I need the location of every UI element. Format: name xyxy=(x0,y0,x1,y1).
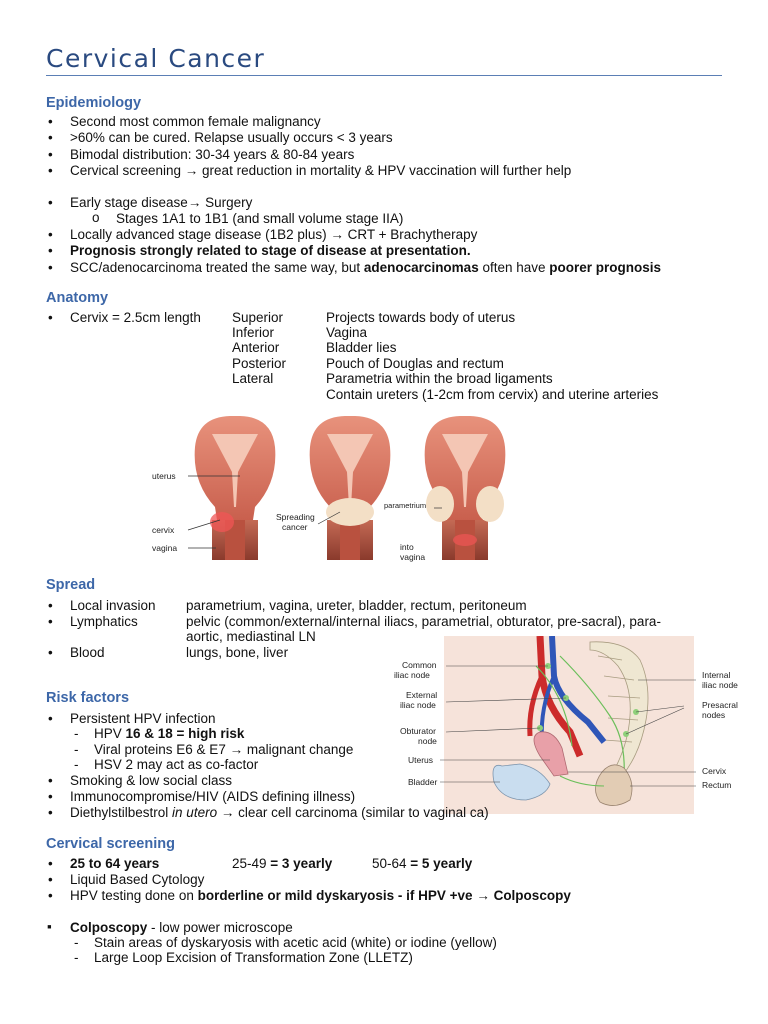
page-title: Cervical Cancer xyxy=(46,44,266,73)
bullet: • xyxy=(48,310,53,325)
text-bold: 16 & 18 = high risk xyxy=(125,726,245,741)
spread-desc: pelvic (common/external/internal iliacs, parametrial, obturator, pre-sacral), para- xyxy=(186,614,661,629)
list-subitem: Stages 1A1 to 1B1 (and small volume stage IIA) xyxy=(116,211,404,226)
label-vagina: vagina xyxy=(152,543,178,553)
epidemiology-heading: Epidemiology xyxy=(46,95,142,111)
text: HPV testing done on xyxy=(70,888,198,903)
list-item xyxy=(70,805,489,821)
anatomy-desc: Projects towards body of uterus xyxy=(326,310,516,325)
list-item: Persistent HPV infection xyxy=(70,711,216,726)
bullet: • xyxy=(48,773,53,788)
bullet: • xyxy=(48,856,53,871)
text: - low power microscope xyxy=(147,920,293,935)
text: often have xyxy=(478,260,550,275)
label-obturator-node: node xyxy=(418,736,437,746)
label-rectum: Rectum xyxy=(702,780,732,790)
list-item: Prognosis strongly related to stage of disease at presentation. xyxy=(70,243,471,258)
list-item xyxy=(70,888,571,904)
text: 25-49 xyxy=(232,856,271,871)
list-item: Second most common female malignancy xyxy=(70,114,321,129)
list-item: Smoking & low social class xyxy=(70,773,233,788)
anatomy-desc: Contain ureters (1-2cm from cervix) and uterine arteries xyxy=(326,387,659,402)
dash: - xyxy=(74,726,79,741)
list-item: >60% can be cured. Relapse usually occurs < 3 years xyxy=(70,130,393,145)
label-cervix: Cervix xyxy=(702,766,727,776)
title-divider xyxy=(46,75,722,76)
bullet: • xyxy=(48,227,53,242)
risk-factors-heading: Risk factors xyxy=(46,690,130,706)
text-bold: Colposcopy xyxy=(70,920,148,935)
spread-desc: aortic, mediastinal LN xyxy=(186,629,316,644)
anatomy-term: Lateral xyxy=(232,371,274,386)
text: Diethylstilbestrol xyxy=(70,805,173,820)
list-subitem: HSV 2 may act as co-factor xyxy=(94,757,259,772)
text-bold: = 5 yearly xyxy=(410,856,473,871)
dash: - xyxy=(74,742,79,757)
anatomy-lead: Cervix = 2.5cm length xyxy=(70,310,201,325)
dash: - xyxy=(74,757,79,772)
spread-desc: lungs, bone, liver xyxy=(186,645,289,660)
anatomy-desc: Pouch of Douglas and rectum xyxy=(326,356,504,371)
label-into: into xyxy=(400,542,414,552)
list-subitem xyxy=(94,726,244,742)
label-common-iliac: Common xyxy=(402,660,437,670)
bullet: • xyxy=(48,260,53,275)
uterus-stage-3 xyxy=(425,416,506,560)
square-bullet: ▪ xyxy=(47,919,52,934)
list-item xyxy=(70,260,661,276)
text-bold: = 3 yearly xyxy=(270,856,333,871)
anatomy-term: Posterior xyxy=(232,356,287,371)
bullet: • xyxy=(48,789,53,804)
label-internal-iliac: Internal xyxy=(702,670,731,680)
anatomy-term: Anterior xyxy=(232,340,280,355)
label-parametrium: parametrium xyxy=(384,501,427,510)
list-item: Liquid Based Cytology xyxy=(70,872,205,887)
spread-term: Local invasion xyxy=(70,598,156,613)
label-cervix: cervix xyxy=(152,525,175,535)
spread-term: Blood xyxy=(70,645,105,660)
label-presacral: Presacral xyxy=(702,700,738,710)
list-item: Cervical screening → great reduction in mortality & HPV vaccination will further help xyxy=(70,163,572,178)
list-subitem: Large Loop Excision of Transformation Zone (LLETZ) xyxy=(94,950,413,965)
list-subitem: Stain areas of dyskaryosis with acetic acid (white) or iodine (yellow) xyxy=(94,935,497,950)
anatomy-desc: Vagina xyxy=(326,325,368,340)
label-presacral-nodes: nodes xyxy=(702,710,726,720)
bullet: • xyxy=(48,147,53,162)
bullet: • xyxy=(48,888,53,903)
label-into-vagina: vagina xyxy=(400,552,426,562)
label-external-iliac-node: iliac node xyxy=(400,700,436,710)
uterus-stage-1 xyxy=(195,416,276,560)
bullet: • xyxy=(48,711,53,726)
bullet: • xyxy=(48,872,53,887)
text: → clear cell carcinoma (similar to vaginal ca) xyxy=(217,805,489,820)
label-obturator: Obturator xyxy=(400,726,436,736)
text-bold: adenocarcinomas xyxy=(363,260,479,275)
anatomy-heading: Anatomy xyxy=(46,290,109,306)
bullet: • xyxy=(48,598,53,613)
screening-interval-1 xyxy=(232,856,332,872)
bullet: • xyxy=(48,114,53,129)
label-common-iliac-node: iliac node xyxy=(394,670,430,680)
spread-heading: Spread xyxy=(46,577,96,593)
pelvic-lymph-node-diagram xyxy=(390,636,750,816)
bullet: • xyxy=(48,805,53,820)
text-bold: borderline or mild dyskaryosis - if HPV +ve → Colposcopy xyxy=(197,888,571,903)
label-uterus: Uterus xyxy=(408,755,434,765)
bullet: • xyxy=(48,614,53,629)
label-uterus: uterus xyxy=(152,471,176,481)
label-bladder: Bladder xyxy=(408,777,438,787)
label-cancer: cancer xyxy=(282,522,308,532)
list-item: Early stage disease→ Surgery xyxy=(70,195,253,210)
spread-desc: parametrium, vagina, ureter, bladder, rectum, peritoneum xyxy=(186,598,527,613)
dash: - xyxy=(74,935,79,950)
anatomy-term: Inferior xyxy=(232,325,275,340)
text: SCC/adenocarcinoma treated the same way, but xyxy=(70,260,364,275)
dash: - xyxy=(74,950,79,965)
text-bold: poorer prognosis xyxy=(549,260,662,275)
label-internal-iliac-node: iliac node xyxy=(702,680,738,690)
bullet: • xyxy=(48,163,53,178)
bullet: • xyxy=(48,130,53,145)
list-item: Bimodal distribution: 30-34 years & 80-84 years xyxy=(70,147,355,162)
anatomy-desc: Bladder lies xyxy=(326,340,397,355)
list-item xyxy=(70,920,293,936)
list-item: Immunocompromise/HIV (AIDS defining illness) xyxy=(70,789,356,804)
label-spreading: Spreading xyxy=(276,512,315,522)
text: HPV xyxy=(94,726,126,741)
screening-interval-2 xyxy=(372,856,472,872)
uterus-stage-2 xyxy=(310,416,391,560)
spread-term: Lymphatics xyxy=(70,614,138,629)
uterus-spread-illustration xyxy=(150,412,530,572)
bullet: • xyxy=(48,243,53,258)
bullet: • xyxy=(48,645,53,660)
label-external-iliac: External xyxy=(406,690,438,700)
list-subitem: Viral proteins E6 & E7 → malignant change xyxy=(94,742,354,757)
list-item: Locally advanced stage disease (1B2 plus) → CRT + Brachytherapy xyxy=(70,227,478,242)
text-italic: in utero xyxy=(172,805,218,820)
screening-heading: Cervical screening xyxy=(46,836,175,852)
screening-age-range: 25 to 64 years xyxy=(70,856,160,871)
anatomy-desc: Parametria within the broad ligaments xyxy=(326,371,553,386)
bullet: • xyxy=(48,195,53,210)
sub-bullet: o xyxy=(92,210,100,225)
text: 50-64 xyxy=(372,856,411,871)
anatomy-term: Superior xyxy=(232,310,284,325)
